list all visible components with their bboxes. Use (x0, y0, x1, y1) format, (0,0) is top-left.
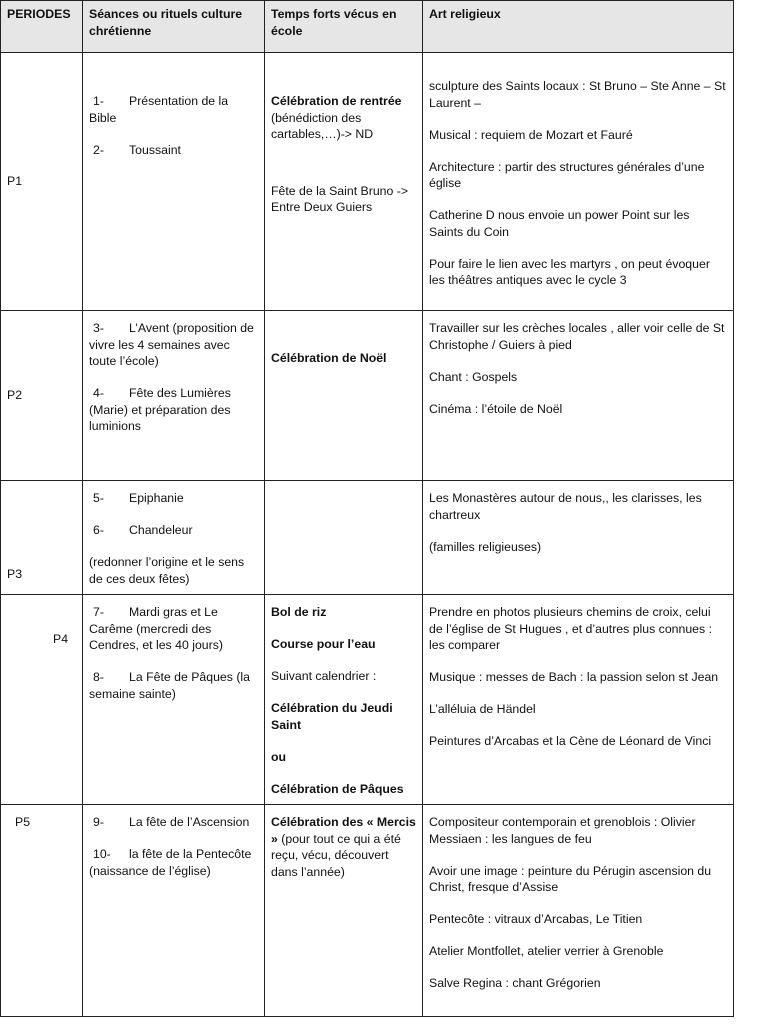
temps-fort-item (271, 668, 416, 685)
temps-forts-list (265, 805, 422, 880)
seance-number: 2- (93, 142, 104, 157)
art-list (423, 53, 733, 289)
periode-label: P1 (7, 174, 23, 189)
header-row (1, 1, 734, 53)
temps-forts-list (265, 595, 422, 797)
seance-number: 7- (93, 605, 104, 619)
art-item: Musique : messes de Bach : la passion selon st Jean (429, 670, 719, 684)
art-item: Musical : requiem de Mozart et Fauré (429, 127, 633, 142)
art-religieux-cell (423, 311, 734, 481)
art-item: Compositeur contemporain et grenoblois : Olivier Messiaen : les langues de feu (429, 815, 696, 846)
table-row (1, 805, 734, 1017)
seance-number: 8- (93, 670, 104, 684)
seance-text: Epiphanie (129, 491, 184, 505)
temps-fort-text: (pour tout ce qui a été reçu, vécu, découvert dans l’année) (271, 831, 401, 879)
table-row (1, 481, 734, 595)
seance-number: 5- (93, 491, 104, 505)
header-art-religieux: Art religieux (423, 1, 734, 53)
seances-list (83, 311, 264, 435)
seance-text: (redonner l’origine et le sens de ces deux fêtes) (89, 555, 245, 586)
temps-forts-cell (265, 481, 423, 595)
seance-number: 10- (93, 847, 111, 861)
temps-forts-list (265, 53, 422, 216)
temps-fort-item (271, 604, 416, 621)
seance-item (89, 604, 258, 654)
art-item: Cinéma : l’étoile de Noël (429, 401, 563, 416)
temps-fort-bold: Célébration du Jeudi Saint (271, 701, 393, 732)
temps-fort-item (271, 350, 416, 367)
seance-item (89, 669, 258, 702)
seance-number: 3- (93, 321, 104, 335)
art-item: sculpture des Saints locaux : St Bruno – Ste Anne – St Laurent – (429, 79, 726, 110)
art-religieux-cell (423, 53, 734, 311)
seance-number: 4- (93, 386, 104, 400)
art-item: Pour faire le lien avec les martyrs , on peut évoquer les théâtres antiques avec le cycle 3 (429, 256, 710, 287)
art-list (423, 311, 733, 417)
table-row (1, 53, 734, 311)
art-religieux-cell (423, 481, 734, 595)
seance-number: 6- (93, 523, 104, 537)
seance-item (89, 554, 258, 587)
seance-text: L’Avent (proposition de vivre les 4 semaines avec toute l’école) (89, 321, 254, 368)
temps-fort-bold: Célébration de Pâques (271, 781, 404, 796)
seance-text: Toussaint (129, 142, 181, 157)
seance-text: Mardi gras et Le Carême (mercredi des Cendres, et les 40 jours) (89, 605, 223, 652)
temps-fort-item (271, 749, 416, 766)
temps-fort-item (271, 781, 416, 798)
temps-fort-item (271, 814, 416, 880)
periode-label: P2 (7, 388, 23, 403)
art-list (423, 595, 733, 750)
art-list (423, 805, 733, 992)
art-item: (familles religieuses) (429, 539, 542, 554)
art-item: Salve Regina : chant Grégorien (429, 976, 601, 990)
temps-fort-bold: ou (271, 749, 287, 764)
seances-cell (83, 805, 265, 1017)
art-list (423, 481, 733, 555)
seance-text: Chandeleur (129, 523, 193, 537)
art-item: Atelier Montfollet, atelier verrier à Grenoble (429, 944, 664, 958)
seances-list (83, 481, 264, 587)
seance-text: Fête des Lumières (Marie) et préparation des luminions (89, 386, 231, 433)
art-religieux-cell (423, 805, 734, 1017)
periode-cell (1, 481, 83, 595)
temps-forts-list (265, 311, 422, 367)
art-item: Avoir une image : peinture du Pérugin ascension du Christ, fresque d’Assise (429, 863, 712, 894)
table-row (1, 595, 734, 805)
temps-fort-text: Fête de la Saint Bruno -> Entre Deux Guiers (271, 183, 409, 214)
art-item: Peintures d’Arcabas et la Cène de Léonard de Vinci (429, 734, 712, 748)
temps-fort-bold: Bol de riz (271, 605, 327, 619)
seances-cell (83, 53, 265, 311)
seance-item (89, 385, 258, 435)
temps-fort-bold: Célébration de Noël (271, 351, 387, 365)
temps-forts-cell (265, 53, 423, 311)
art-item: Les Monastères autour de nous,, les clarisses, les chartreux (429, 491, 702, 522)
seance-item (89, 490, 258, 507)
temps-fort-item (271, 93, 416, 143)
header-periodes: PERIODES (1, 1, 83, 53)
periode-label: P5 (15, 815, 31, 829)
temps-fort-bold: Course pour l’eau (271, 637, 376, 651)
periode-cell (1, 595, 83, 805)
seance-item (89, 320, 258, 370)
table-row (1, 311, 734, 481)
seances-cell (83, 481, 265, 595)
temps-forts-cell (265, 805, 423, 1017)
seance-number: 9- (93, 815, 104, 829)
periode-cell (1, 805, 83, 1017)
header-seances: Séances ou rituels culture chrétienne (83, 1, 265, 53)
temps-fort-item (271, 636, 416, 653)
temps-forts-list (265, 481, 422, 490)
seance-number: 1- (93, 94, 104, 108)
art-item: Travailler sur les crèches locales , aller voir celle de St Christophe / Guiers à pied (429, 321, 725, 352)
seances-cell (83, 311, 265, 481)
seance-text: Présentation de la Bible (89, 94, 229, 125)
header-temps-forts: Temps forts vécus en école (265, 1, 423, 53)
periode-label: P3 (7, 566, 23, 581)
periode-label: P4 (53, 632, 69, 646)
seance-text: La Fête de Pâques (la semaine sainte) (89, 670, 250, 701)
art-item: Pentecôte : vitraux d’Arcabas, Le Titien (429, 912, 643, 926)
art-item: Catherine D nous envoie un power Point sur les Saints du Coin (429, 208, 690, 239)
art-item: Architecture : partir des structures générales d’une église (429, 159, 705, 190)
seances-list (83, 805, 264, 879)
temps-fort-item (271, 183, 416, 216)
temps-fort-bold: Célébration des « Mercis » (271, 815, 416, 846)
seance-text: La fête de l’Ascension (129, 815, 250, 829)
seance-item (89, 142, 258, 159)
seance-text: la fête de la Pentecôte (naissance de l’église) (89, 847, 252, 878)
seance-item (89, 93, 258, 126)
temps-fort-text: (bénédiction des cartables,…)-> ND (271, 110, 374, 141)
art-religieux-cell (423, 595, 734, 805)
seance-item (89, 846, 258, 879)
temps-fort-item (271, 700, 416, 733)
seance-item (89, 814, 258, 831)
temps-forts-cell (265, 595, 423, 805)
art-item: Prendre en photos plusieurs chemins de croix, celui de l’église de St Hugues , et d’autres plus connues : les comparer (429, 605, 713, 652)
seance-item (89, 522, 258, 539)
temps-forts-cell (265, 311, 423, 481)
periode-cell (1, 53, 83, 311)
art-item: L’alléluia de Händel (429, 702, 536, 716)
temps-fort-bold: Célébration de rentrée (271, 94, 402, 108)
seances-list (83, 53, 264, 158)
temps-fort-text: Suivant calendrier : (271, 669, 377, 683)
seances-list (83, 595, 264, 702)
periode-cell (1, 311, 83, 481)
art-item: Chant : Gospels (429, 369, 518, 384)
seances-cell (83, 595, 265, 805)
